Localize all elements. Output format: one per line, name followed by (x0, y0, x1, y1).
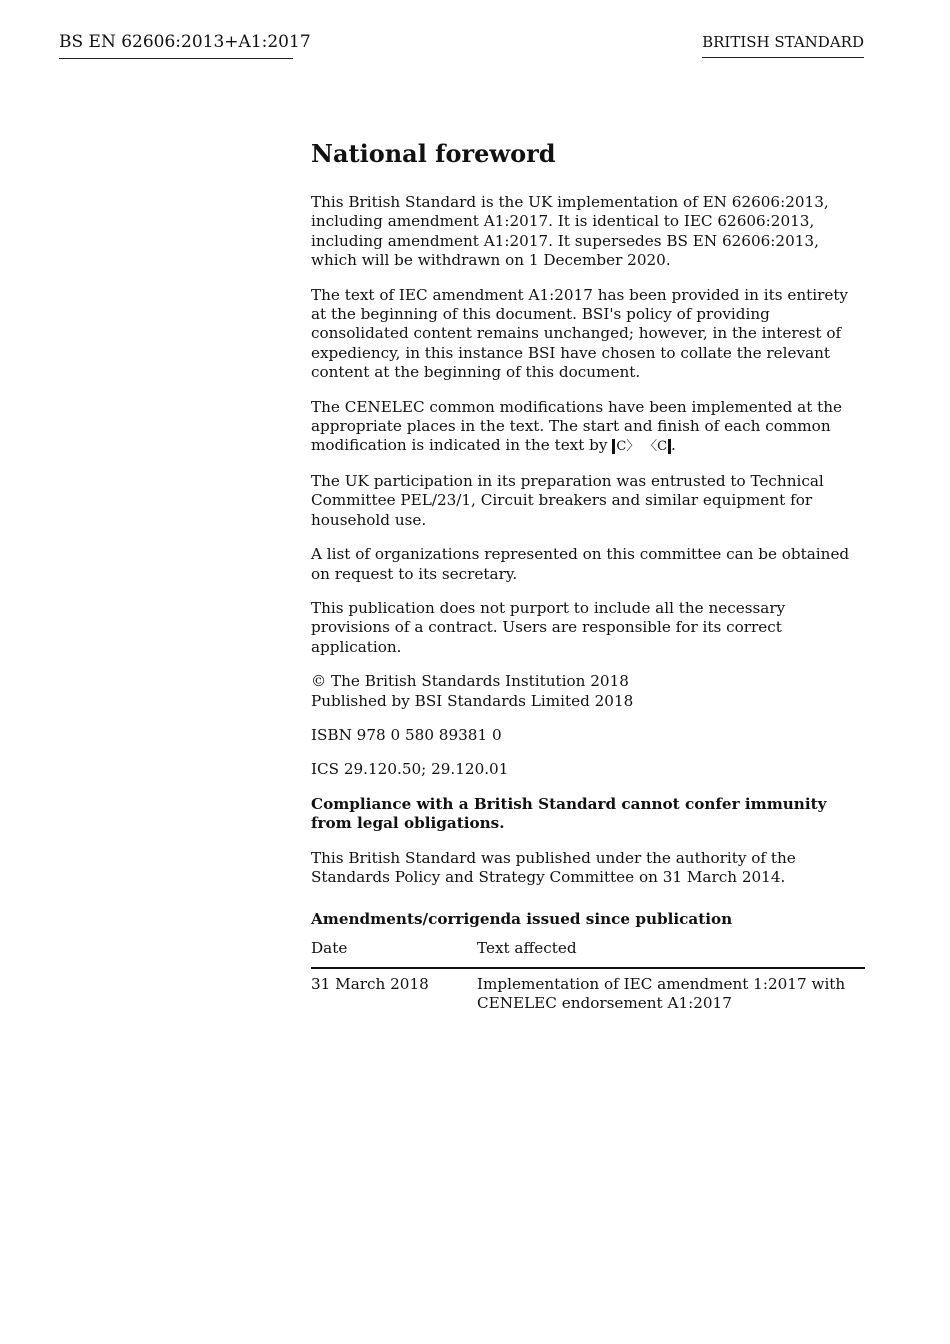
page-title: National foreword (311, 139, 556, 168)
document-code: BS EN 62606:2013+A1:2017 (59, 30, 293, 59)
paragraph-authority: This British Standard was published under the authority of the Standards Policy and Strategy Committee on 31 March 2014. (311, 848, 796, 886)
amendment-date: 31 March 2018 (311, 974, 429, 993)
amendment-text: Implementation of IEC amendment 1:2017 with CENELEC endorsement A1:2017 (477, 974, 846, 1013)
amendments-heading: Amendments/corrigenda issued since publication (311, 910, 733, 929)
paragraph-end: . (671, 436, 676, 455)
paragraph-committee-list: A list of organizations represented on this committee can be obtained on request to its secretary. (311, 545, 850, 583)
paragraph-provisions: This publication does not purport to include all the necessary provisions of a contract. Users are responsible for its correct application. (311, 598, 786, 656)
paragraph-text: The CENELEC common modifications have been implemented at the appropriate places in the text. The start and finish of each common modification is indicated in the text by (311, 397, 842, 455)
paragraph-copyright (311, 672, 865, 711)
series-label: BRITISH STANDARD (702, 31, 864, 58)
isbn: ISBN 978 0 580 89381 0 (311, 725, 502, 744)
column-header-text-affected: Text affected (477, 938, 865, 967)
column-header-date: Date (311, 938, 477, 967)
amendments-table (311, 938, 865, 1013)
modification-end-marker: 〈C (644, 439, 671, 454)
table-row (311, 968, 865, 1014)
paragraph-participation: The UK participation in its preparation was entrusted to Technical Committee PEL/23/1, Circuit breakers and similar equipment for household use. (311, 471, 824, 529)
publisher-line: Published by BSI Standards Limited 2018 (311, 691, 634, 710)
foreword-body (311, 138, 865, 1014)
paragraph-common-modifications (311, 398, 865, 457)
modification-start-marker: C〉 (612, 439, 639, 454)
paragraph-amendment-text: The text of IEC amendment A1:2017 has been provided in its entirety at the beginning of this document. BSI's policy of providing consolidated content remains unchanged; however, in the interest of expediency, in this instance BSI have chosen to collate the relevant content at the beginning of this document. (311, 285, 849, 382)
table-header-row (311, 938, 865, 967)
compliance-statement: Compliance with a British Standard cannot confer immunity from legal obligations. (311, 794, 827, 833)
paragraph-implementation: This British Standard is the UK implementation of EN 62606:2013, including amendment A1:2017. It is identical to IEC 62606:2013, including amendment A1:2017. It supersedes BS EN 62606:2013, which will be withdrawn on 1 December 2020. (311, 193, 829, 270)
ics: ICS 29.120.50; 29.120.01 (311, 760, 509, 779)
copyright-line: © The British Standards Institution 2018 (311, 672, 629, 691)
